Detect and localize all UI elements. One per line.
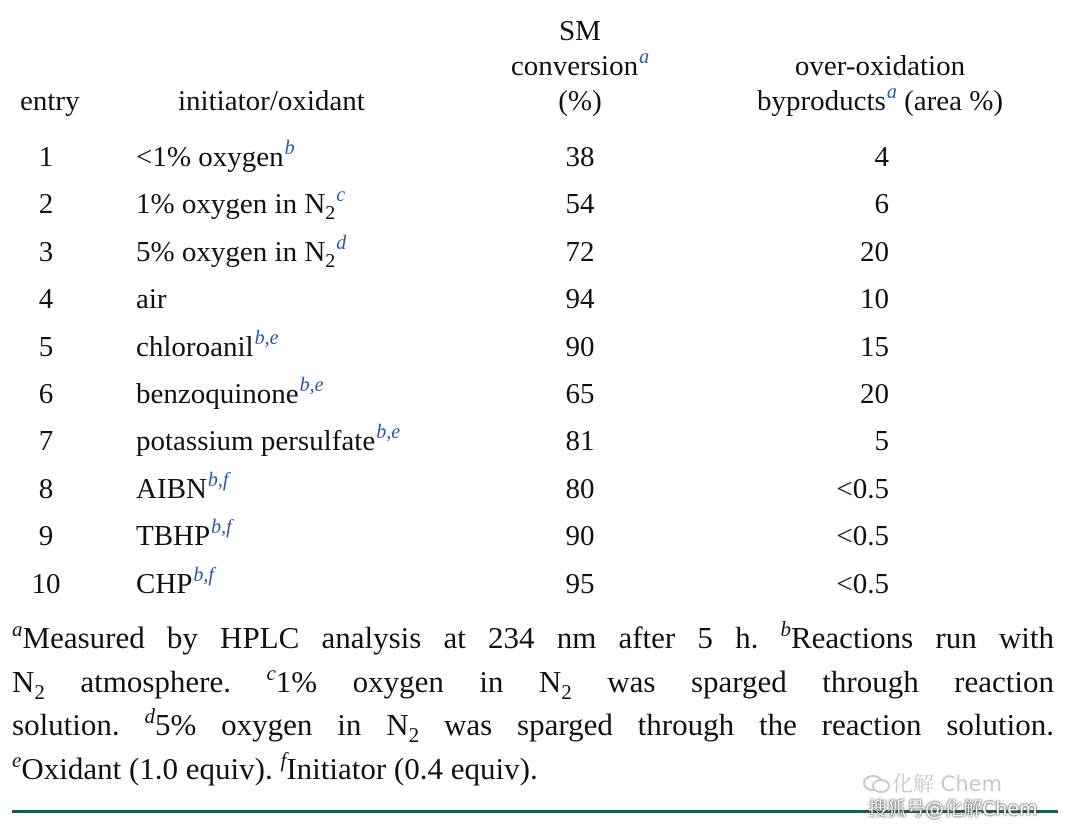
- row-byproducts: 20: [860, 235, 889, 268]
- header-byproducts-line1: over-oxidation: [794, 50, 966, 82]
- wechat-icon: [862, 774, 892, 794]
- row-conversion: 94: [565, 283, 595, 316]
- footnote-mark: b: [284, 137, 295, 159]
- footnote-mark: a: [639, 46, 650, 68]
- row-conversion: 81: [565, 425, 595, 458]
- row-entry: 2: [38, 188, 54, 221]
- row-entry: 8: [38, 472, 54, 505]
- row-entry: 7: [38, 425, 54, 458]
- row-initiator: air: [136, 283, 167, 316]
- footnote-mark: d: [336, 231, 347, 254]
- header-byproducts-line2: byproducts$^a$ (area %): [756, 81, 1004, 117]
- row-byproducts: 15: [860, 330, 889, 363]
- row-conversion: 72: [565, 235, 595, 268]
- footnote-mark: b,f: [211, 516, 232, 539]
- row-conversion: 38: [565, 141, 595, 173]
- row-entry: 6: [38, 378, 54, 410]
- row-conversion: 54: [565, 188, 595, 221]
- footnote-line-3: solution. $^d$5% oxygen in $N_2$ was sparged through the reaction solution.: [12, 704, 1054, 747]
- row-byproducts: 5: [874, 425, 889, 458]
- row-initiator: benzoquinone$^{b,e}$: [136, 374, 324, 410]
- footnote-mark: b,f: [207, 468, 229, 491]
- row-conversion: 90: [565, 330, 595, 363]
- footnote-line-4: $^e$Oxidant (1.0 equiv). $^f$Initiator (0.4 equiv).: [12, 747, 538, 786]
- row-conversion: 95: [565, 567, 595, 600]
- row-initiator: <1% oxygen$^b$: [136, 137, 295, 173]
- header-initiator-oxidant: initiator/oxidant: [178, 85, 365, 117]
- row-entry: 3: [38, 235, 54, 268]
- row-initiator: AIBN$^{b,f}$: [136, 468, 229, 505]
- row-entry: 9: [38, 520, 54, 553]
- row-initiator: 5% oxygen in $N_2^d$: [136, 231, 347, 272]
- watermark-source: 搜狐号@化解Chem: [868, 798, 1038, 820]
- row-entry: 5: [38, 330, 54, 363]
- footnote-mark: b,f: [193, 563, 214, 586]
- footnote-line-2: $N_2$ atmosphere. $^c$1% oxygen in $N_2$ was sparged through reaction: [12, 660, 1054, 704]
- footnote-line-1: $^a$Measured by HPLC analysis at 234 nm after 5 h. $^b$Reactions run with: [12, 617, 1054, 655]
- row-conversion: 65: [565, 378, 595, 410]
- row-initiator: CHP$^{b,f}$: [136, 563, 214, 600]
- row-entry: 10: [31, 567, 61, 600]
- row-byproducts: <0.5: [836, 520, 889, 553]
- row-byproducts: 10: [860, 283, 889, 316]
- row-initiator: chloroanil$^{b,e}$: [136, 326, 279, 363]
- row-byproducts: <0.5: [836, 567, 889, 600]
- row-initiator: potassium persulfate$^{b,e}$: [136, 421, 401, 458]
- footnote-mark: b,e: [254, 326, 279, 349]
- row-byproducts: 6: [874, 188, 889, 221]
- watermark-top-text: 化解 Chem: [892, 772, 1003, 796]
- row-entry: 4: [38, 283, 54, 316]
- header-conversion-line1: SM: [559, 15, 601, 47]
- row-conversion: 80: [565, 472, 595, 505]
- row-byproducts: <0.5: [836, 472, 889, 505]
- footnote-mark: c: [336, 184, 346, 207]
- footnote-mark: b,e: [376, 421, 401, 444]
- row-conversion: 90: [565, 520, 595, 553]
- header-conversion-line3: (%): [558, 85, 602, 117]
- row-byproducts: 20: [860, 378, 889, 410]
- row-initiator: 1% oxygen in $N_2^c$: [136, 184, 346, 225]
- row-initiator: TBHP$^{b,f}$: [136, 516, 232, 553]
- row-byproducts: 4: [874, 141, 889, 173]
- header-conversion-line2: conversion$^a$: [510, 46, 650, 82]
- footnote-mark: b,e: [299, 374, 324, 396]
- table-footnotes: [12, 616, 1054, 790]
- header-entry: entry: [20, 85, 80, 117]
- footnote-mark: a: [886, 81, 897, 103]
- row-entry: 1: [38, 141, 54, 173]
